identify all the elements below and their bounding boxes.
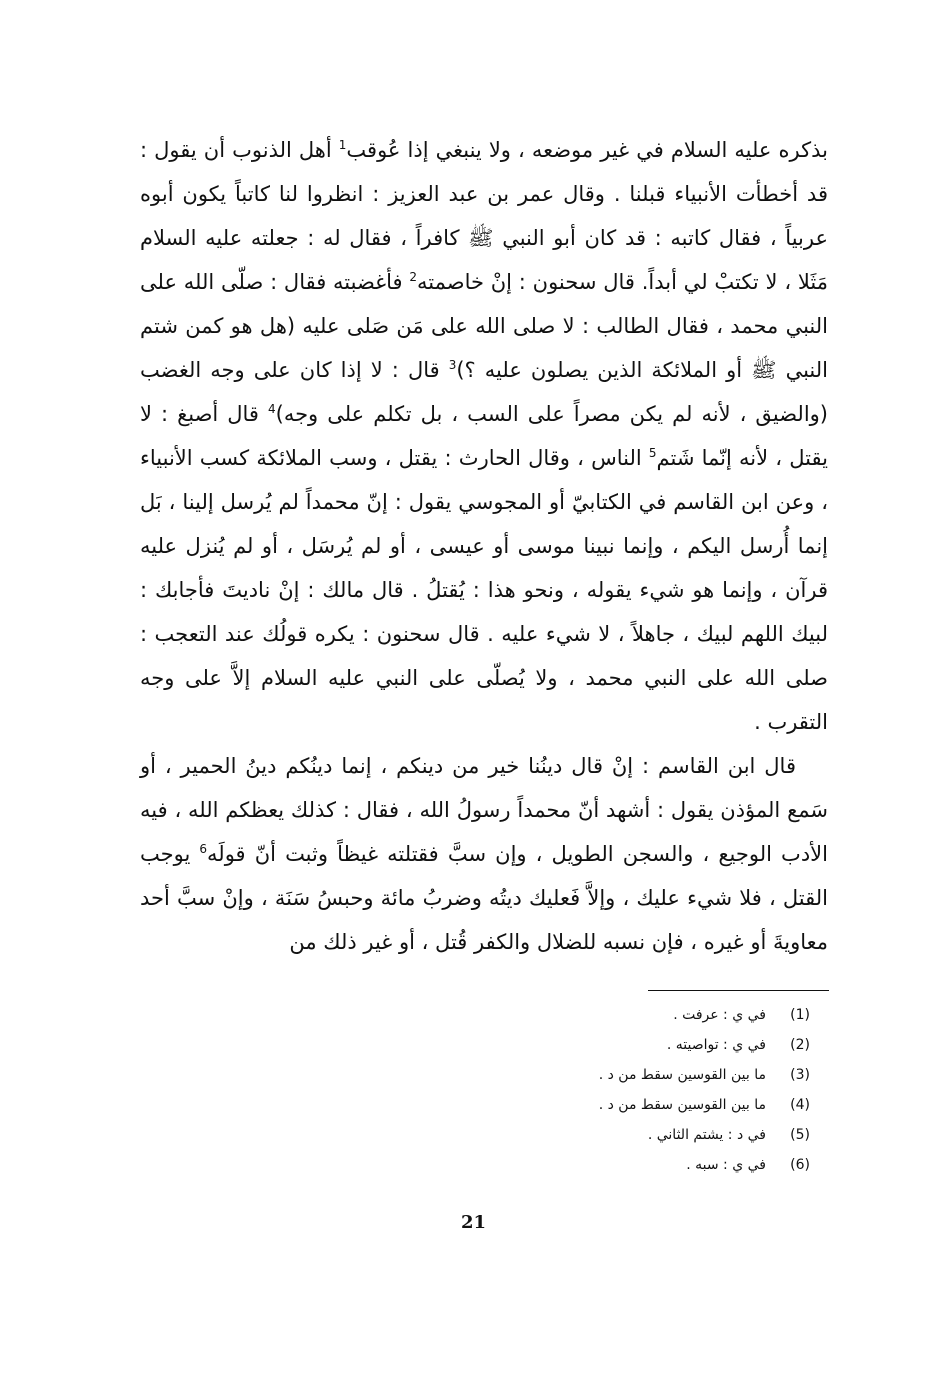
- footnote-ref-2[interactable]: 2: [409, 270, 418, 284]
- footnote-number: (3): [790, 1067, 810, 1083]
- text-run: فأغضبته فقال : صلّى الله على النبي محمد ، فقال الطالب : لا صلى الله على مَن صَلى عليه (هل هو كمن شتم النبي ﷺ أو الملائكة الذين يصلون عليه ؟): [140, 270, 828, 382]
- footnote-ref-1[interactable]: 1: [338, 138, 347, 152]
- footnote-text: في ي : تواصيته .: [666, 1037, 766, 1053]
- footnotes-list: [460, 1000, 810, 1180]
- footnote-text: في د : يشتم الثاني .: [647, 1127, 766, 1143]
- footnote-item: [460, 1000, 810, 1030]
- paragraph-2: [140, 744, 828, 964]
- footnote-text: في ي : سبه .: [686, 1157, 766, 1173]
- footnote-number: (6): [790, 1157, 810, 1173]
- footnote-ref-3[interactable]: 3: [448, 358, 457, 372]
- text-run: أهل الذنوب أن يقول : قد أخطأت الأنبياء قبلنا . وقال عمر بن عبد العزيز : انظروا لنا كاتباً يكون أبوه عربياً ، فقال كاتبه : قد كان أبو النبي ﷺ كافراً ، فقال له : جعلته عليه السلام مَثَلا ، لا تكتبْ لي أبداً. قال سحنون : إنْ خاصمته: [140, 138, 828, 294]
- text-run: قال ابن القاسم : إنْ قال دينُنا خير من دينكم ، إنما دينُكم دينُ الحمير ، أو سَمع المؤذن يقول : أشهد أنّ محمداً رسولُ الله ، فقال : كذلك يعظكم الله ، فيه الأدب الوجيع ، والسجن الطويل ، وإن سبَّ فقتلته غيظاً وثبت أنّ قولَه: [140, 754, 828, 866]
- footnote-ref-5[interactable]: 5: [648, 446, 657, 460]
- footnote-item: [460, 1090, 810, 1120]
- footnote-separator: [648, 990, 829, 991]
- footnote-item: [460, 1120, 810, 1150]
- footnote-ref-6[interactable]: 6: [199, 842, 208, 856]
- footnote-text: ما بين القوسين سقط من د .: [598, 1097, 766, 1113]
- footnote-number: (1): [790, 1007, 810, 1023]
- page-number: 21: [460, 1212, 487, 1233]
- footnote-item: [460, 1060, 810, 1090]
- footnote-ref-4[interactable]: 4: [267, 402, 276, 416]
- footnote-item: [460, 1030, 810, 1060]
- text-run: قال أصبغ : لا يقتل ، لأنه إنّما شَتم: [140, 402, 828, 470]
- paragraph-1: [140, 128, 828, 744]
- footnote-number: (2): [790, 1037, 810, 1053]
- text-run: قال : لا إذا كان على وجه الغضب (والضيق ، لأنه لم يكن مصراً على السب ، بل تكلم على وجه): [140, 358, 828, 426]
- footnote-item: [460, 1150, 810, 1180]
- text-run: يوجب القتل ، فلا شيء عليك ، وإلاَّ فَعليك ديتُه وضربُ مائة وحبسُ سَنَة ، وإنْ سبَّ أحد معاويةَ أو غيره ، فإن نسبه للضلال والكفر قُتل ، أو غير ذلك من: [140, 842, 828, 954]
- footnote-text: ما بين القوسين سقط من د .: [598, 1067, 766, 1083]
- footnote-number: (5): [790, 1127, 810, 1143]
- footnote-number: (4): [790, 1097, 810, 1113]
- text-run: بذكره عليه السلام في غير موضعه ، ولا ينبغي إذا عُوقب: [346, 138, 828, 162]
- text-run: الناس ، وقال الحارث : يقتل ، وسب الملائكة كسب الأنبياء ، وعن ابن القاسم في الكتابيّ أو المجوسي يقول : إنّ محمداً لم يُرسل إلينا ، بَل إنما أُرسل اليكم ، وإنما نبينا موسى أو عيسى ، أو لم يُرسَل ، أو لم يُنزل عليه قرآن ، وإنما هو شيء يقوله ، ونحو هذا : يُقتلُ . قال مالك : إنْ ناديتَ فأجابك : لبيك اللهم لبيك ، جاهلاً ، لا شيء عليه . قال سحنون : يكره قولُك عند التعجب : صلى الله على النبي محمد ، ولا يُصلّى على النبي عليه السلام إلاَّ على وجه التقرب .: [140, 446, 828, 734]
- main-text: [140, 128, 828, 964]
- footnote-text: في ي : عرفت .: [673, 1007, 766, 1023]
